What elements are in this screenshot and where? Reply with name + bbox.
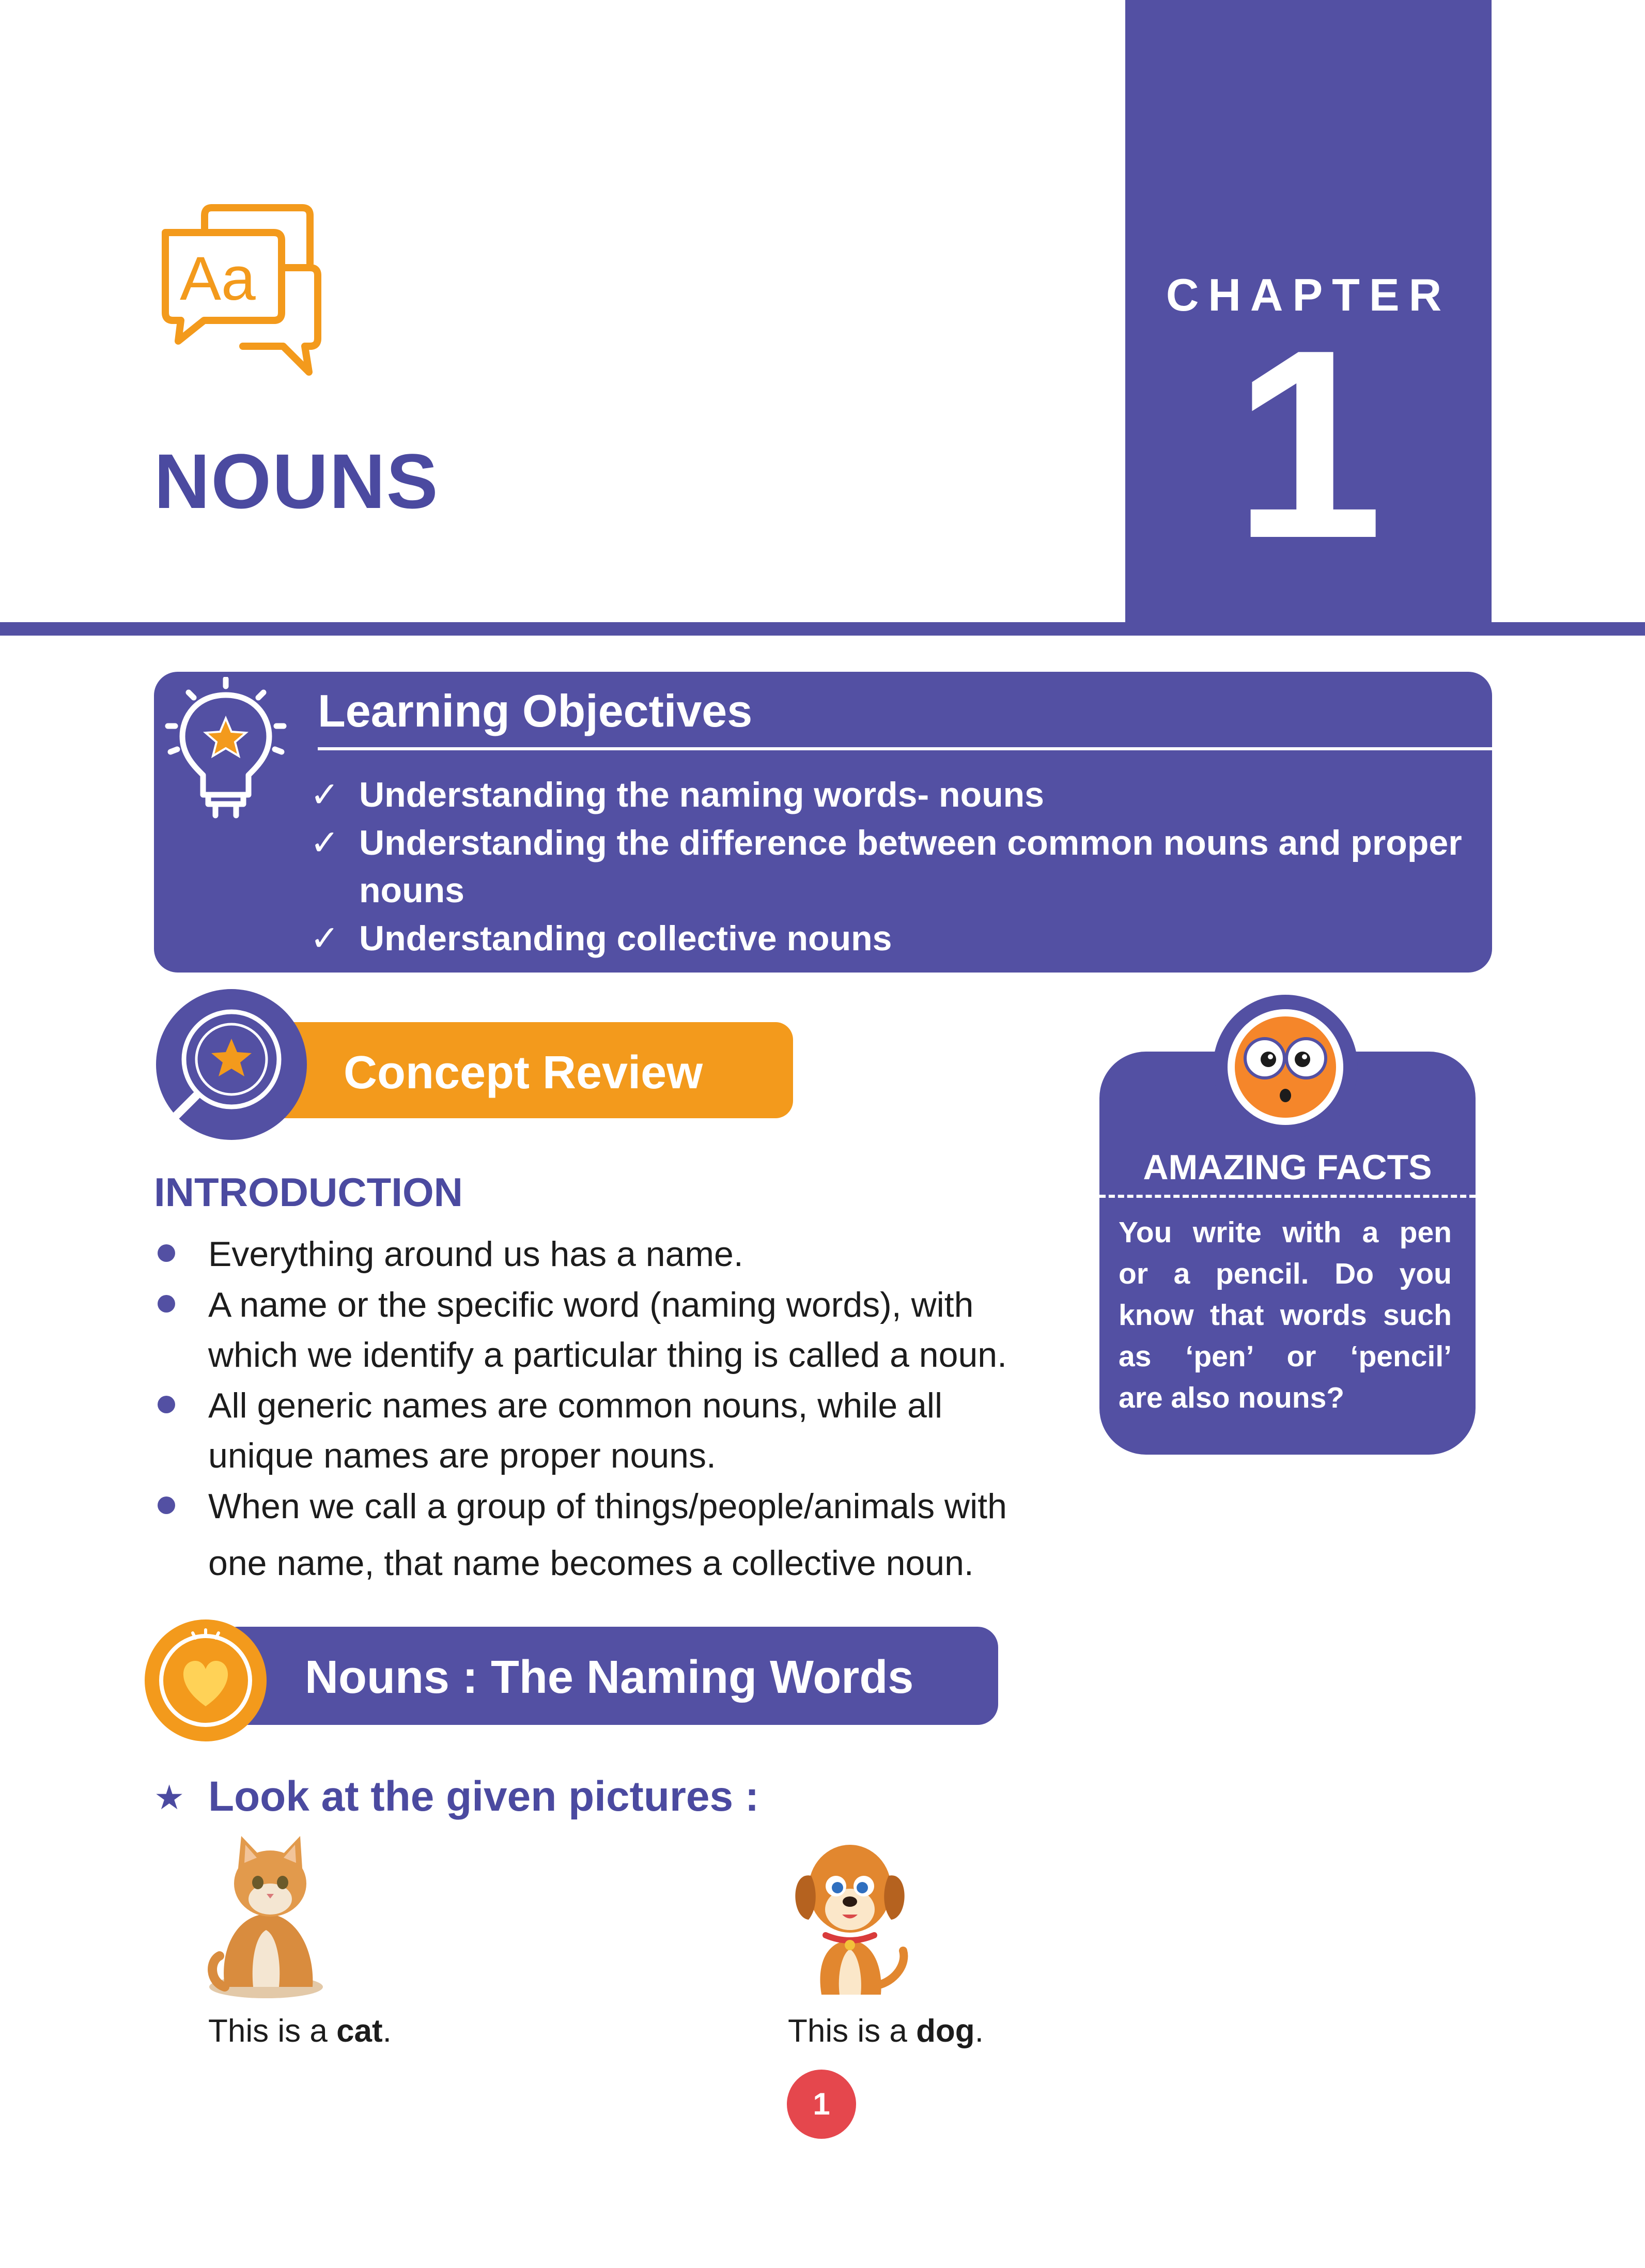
- learning-objectives-title: Learning Objectives: [318, 685, 753, 736]
- page-number-badge: 1: [787, 2070, 856, 2139]
- objectives-divider: [318, 747, 1492, 750]
- objective-item: ✓ Understanding collective nouns: [310, 915, 892, 962]
- dog-caption: This is a dog.: [788, 2013, 984, 2049]
- star-icon: ★: [154, 1778, 185, 1816]
- fact-line: as ‘pen’ or ‘pencil’: [1119, 1340, 1452, 1373]
- intro-line: one name, that name becomes a collective noun.: [208, 1544, 974, 1583]
- fact-line: know that words such: [1119, 1299, 1452, 1332]
- check-icon: ✓: [310, 823, 339, 862]
- dog-image: [785, 1829, 914, 2005]
- page-title: NOUNS: [154, 438, 439, 524]
- bullet-dot: [158, 1396, 175, 1413]
- intro-line: A name or the specific word (naming words), with: [208, 1285, 974, 1324]
- objective-item: ✓ Understanding the naming words- nouns: [310, 771, 1044, 819]
- chapter-number: 1: [1233, 294, 1384, 594]
- bullet-dot: [158, 1496, 175, 1514]
- look-at-pictures-heading: Look at the given pictures :: [208, 1773, 759, 1820]
- header-divider: [0, 622, 1645, 636]
- magnifier-star-icon: [154, 987, 309, 1142]
- cat-image: [204, 1832, 328, 2002]
- fact-line: You write with a pen: [1119, 1216, 1452, 1249]
- amazing-facts-title: AMAZING FACTS: [1143, 1148, 1432, 1187]
- check-icon: ✓: [310, 775, 339, 814]
- concept-review-label: Concept Review: [344, 1047, 703, 1099]
- lightbulb-star-icon: [158, 677, 294, 832]
- objective-item: ✓ Understanding the difference between common nouns and proper: [310, 819, 1462, 867]
- intro-line: When we call a group of things/people/animals with: [208, 1487, 1007, 1526]
- heart-icon: [144, 1618, 268, 1742]
- owl-face-icon: [1211, 992, 1360, 1142]
- intro-line: which we identify a particular thing is called a noun.: [208, 1335, 1007, 1375]
- fact-line: are also nouns?: [1119, 1381, 1345, 1414]
- facts-divider: [1099, 1195, 1476, 1198]
- check-icon: ✓: [310, 919, 339, 958]
- intro-line: unique names are proper nouns.: [208, 1436, 716, 1475]
- intro-line: All generic names are common nouns, while all: [208, 1386, 943, 1425]
- introduction-heading: INTRODUCTION: [154, 1169, 463, 1215]
- language-chat-icon: [155, 202, 341, 388]
- cat-caption: This is a cat.: [208, 2013, 392, 2049]
- intro-line: Everything around us has a name.: [208, 1235, 743, 1274]
- svg-text:Aa: Aa: [180, 244, 256, 313]
- bullet-dot: [158, 1295, 175, 1313]
- objective-item-continuation: nouns: [359, 871, 464, 910]
- bullet-dot: [158, 1244, 175, 1262]
- fact-line: or a pencil. Do you: [1119, 1257, 1452, 1290]
- nouns-section-label: Nouns : The Naming Words: [305, 1652, 914, 1703]
- chapter-label: CHAPTER: [1166, 269, 1451, 320]
